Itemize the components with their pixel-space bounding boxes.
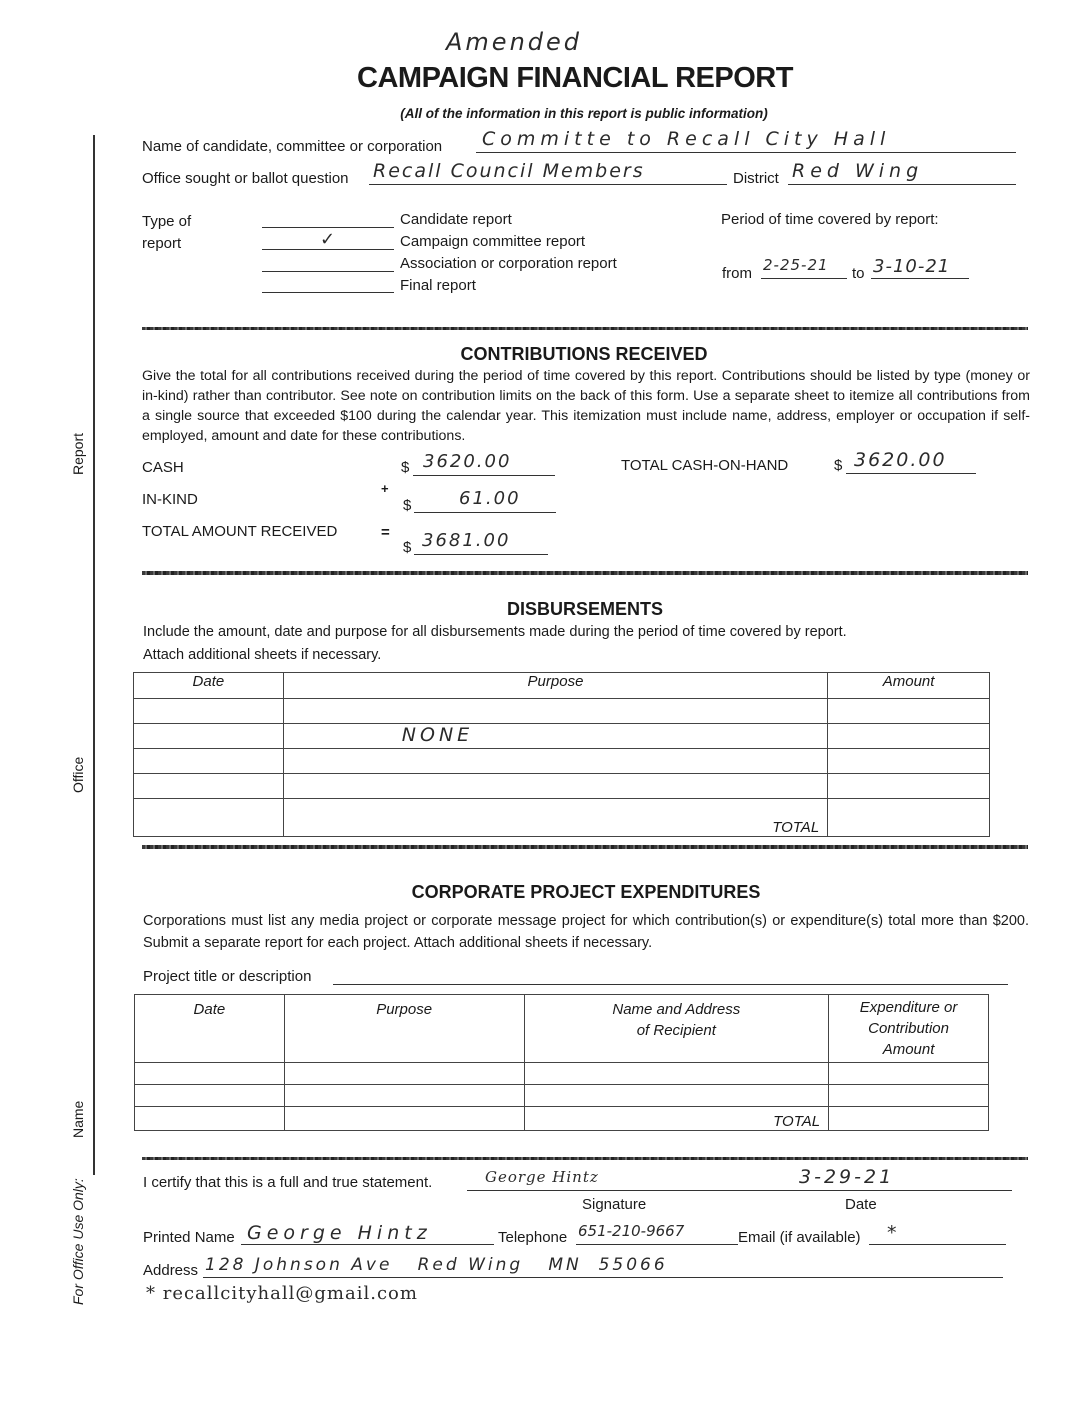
amended-annotation: Amended: [446, 28, 583, 56]
report-type-label-1: Type of: [142, 213, 192, 230]
amount-header-line3: Amount: [882, 1041, 935, 1058]
inkind-field[interactable]: [414, 488, 556, 513]
address-label: Address: [143, 1262, 199, 1279]
contributions-instructions: Give the total for all contributions received during the period of time covered by this report. Contributions should be listed by type (money or in-kind) rather than contributor. See note on contribution limits on the back of this form. Use a separate sheet to itemize all contributions from a single source that exceeded $100 during the calendar year. This itemization must include name, address, employer or occupation if self-employed, amount and date for these contributions.: [142, 368, 1030, 444]
total-empty-cell: [134, 799, 284, 837]
period-from-field[interactable]: [761, 256, 847, 279]
final-report-checkbox[interactable]: [262, 274, 394, 293]
cash-on-hand-label: TOTAL CASH-ON-HAND: [621, 457, 789, 474]
section-divider-2: [142, 571, 1028, 575]
recipient-cell[interactable]: [524, 1085, 829, 1107]
purpose-cell[interactable]: [283, 699, 827, 724]
recipient-header-line1: Name and Address: [612, 1001, 741, 1018]
date-cell[interactable]: [134, 749, 284, 774]
campaign-committee-report-checkbox[interactable]: [262, 231, 394, 250]
certification-date-label: Date: [845, 1196, 877, 1213]
signature-field[interactable]: [467, 1168, 1012, 1191]
disbursements-instructions-1: Include the amount, date and purpose for all disbursements made during the period of time covered by report.: [143, 624, 847, 640]
amount-cell[interactable]: [829, 1063, 989, 1085]
district-field[interactable]: [788, 160, 1016, 185]
equals-sign: =: [381, 524, 390, 541]
office-use-heading: For Office Use Only:: [70, 1178, 86, 1305]
corporate-title: CORPORATE PROJECT EXPENDITURES: [411, 882, 761, 902]
column-header-purpose: Purpose: [283, 673, 827, 699]
amount-cell[interactable]: [828, 699, 990, 724]
asterisk-icon: *: [887, 1222, 899, 1244]
table-row: [135, 1085, 989, 1107]
table-row: [135, 1063, 989, 1085]
signature-label: Signature: [582, 1196, 647, 1213]
cash-on-hand-field[interactable]: [846, 449, 976, 474]
purpose-cell[interactable]: [283, 774, 827, 799]
inkind-value: 61.00: [459, 488, 521, 509]
candidate-name-field[interactable]: [476, 128, 1016, 153]
column-header-recipient: [524, 995, 829, 1063]
column-header-amount: [829, 995, 989, 1063]
office-sought-label: Office sought or ballot question: [142, 170, 349, 187]
period-to-field[interactable]: [871, 256, 969, 279]
section-divider-3: [142, 845, 1028, 849]
district-value: Red Wing: [792, 160, 924, 182]
page-subtitle: (All of the information in this report is public information): [400, 106, 768, 121]
email-footnote: * recallcityhall@gmail.com: [146, 1283, 418, 1304]
purpose-cell[interactable]: [284, 1085, 524, 1107]
inkind-currency: $: [403, 497, 412, 514]
period-from-value: 2-25-21: [763, 256, 829, 274]
table-row: [134, 699, 990, 724]
district-label: District: [733, 170, 779, 187]
printed-name-value: George Hintz: [247, 1222, 432, 1244]
contributions-title: CONTRIBUTIONS RECEIVED: [460, 344, 708, 364]
disbursements-header-row: [134, 673, 990, 699]
column-header-purpose: Purpose: [284, 995, 524, 1063]
address-value: 128 Johnson Ave Red Wing MN 55066: [205, 1255, 668, 1275]
column-header-amount: Amount: [828, 673, 990, 699]
office-use-name-label: Name: [70, 1100, 86, 1138]
purpose-cell[interactable]: [283, 749, 827, 774]
corporate-total-value[interactable]: [829, 1107, 989, 1131]
office-sought-value: Recall Council Members: [373, 160, 645, 182]
column-header-date: Date: [134, 673, 284, 699]
corporate-instructions: Corporations must list any media project or corporate message project for which contribution(s) or expenditure(s) total more than $200. Submit a separate report for each project. Attach additional sheets if necessary.: [143, 913, 1029, 951]
email-field[interactable]: [869, 1222, 1006, 1245]
disbursements-instructions-2: Attach additional sheets if necessary.: [143, 647, 382, 663]
purpose-cell[interactable]: [284, 1063, 524, 1085]
amount-header-line2: Contribution: [868, 1020, 949, 1037]
total-received-field[interactable]: [414, 530, 548, 555]
association-report-checkbox[interactable]: [262, 253, 394, 272]
project-title-label: Project title or description: [143, 968, 312, 985]
table-row: [134, 749, 990, 774]
purpose-cell[interactable]: [283, 724, 827, 749]
date-cell[interactable]: [135, 1063, 285, 1085]
cash-currency: $: [401, 459, 410, 476]
plus-sign: +: [381, 481, 389, 496]
column-header-date: Date: [135, 995, 285, 1063]
period-label: Period of time covered by report:: [721, 211, 939, 228]
candidate-name-label: Name of candidate, committee or corporation: [142, 138, 443, 155]
telephone-field[interactable]: [576, 1222, 738, 1245]
amount-cell[interactable]: [828, 774, 990, 799]
amount-cell[interactable]: [828, 724, 990, 749]
checkmark-icon: ✓: [320, 229, 338, 250]
date-cell[interactable]: [134, 724, 284, 749]
office-use-divider-line: [93, 135, 95, 1175]
disbursements-total-label: TOTAL: [283, 799, 827, 837]
certification-date-value: 3-29-21: [799, 1166, 895, 1188]
section-divider-4: [142, 1157, 1028, 1160]
office-use-report-label: Report: [70, 432, 86, 475]
corporate-table: [134, 994, 989, 1131]
purpose-value: NONE: [401, 724, 474, 746]
total-received-value: 3681.00: [422, 530, 511, 551]
campaign-committee-report-label: Campaign committee report: [400, 233, 586, 250]
office-sought-field[interactable]: [369, 160, 727, 185]
candidate-name-value: Committe to Recall City Hall: [482, 128, 891, 150]
amount-cell[interactable]: [828, 749, 990, 774]
total-empty-cell: [135, 1107, 285, 1131]
address-field[interactable]: [203, 1255, 1003, 1278]
disbursements-title: DISBURSEMENTS: [506, 599, 663, 619]
recipient-cell[interactable]: [524, 1063, 829, 1085]
total-received-currency: $: [403, 539, 412, 556]
amount-header-line1: Expenditure or: [859, 999, 958, 1016]
total-empty-cell: [284, 1107, 524, 1131]
cash-value: 3620.00: [423, 451, 512, 472]
candidate-report-checkbox[interactable]: [262, 209, 394, 228]
telephone-value: 651-210-9667: [578, 1222, 685, 1240]
page-title: CAMPAIGN FINANCIAL REPORT: [357, 62, 793, 94]
table-row: [134, 724, 990, 749]
total-received-label: TOTAL AMOUNT RECEIVED: [142, 523, 338, 540]
period-from-label: from: [722, 265, 752, 282]
date-cell[interactable]: [135, 1085, 285, 1107]
report-type-label-2: report: [142, 235, 182, 252]
printed-name-field[interactable]: [241, 1222, 494, 1245]
table-row: [134, 774, 990, 799]
cash-label: CASH: [142, 459, 184, 476]
date-cell[interactable]: [134, 699, 284, 724]
email-label: Email (if available): [738, 1229, 861, 1246]
project-title-field[interactable]: [333, 966, 1008, 985]
candidate-report-label: Candidate report: [400, 211, 512, 228]
final-report-label: Final report: [400, 277, 476, 294]
disbursements-table: [133, 672, 990, 837]
date-cell[interactable]: [134, 774, 284, 799]
period-to-value: 3-10-21: [873, 256, 951, 277]
cash-on-hand-value: 3620.00: [854, 449, 947, 471]
section-divider-1: [142, 327, 1028, 330]
corporate-total-label: TOTAL: [524, 1107, 829, 1131]
telephone-label: Telephone: [498, 1229, 568, 1246]
period-to-label: to: [852, 265, 865, 282]
disbursements-total-row: [134, 799, 990, 837]
signature-value: George Hintz: [485, 1168, 599, 1186]
inkind-label: IN-KIND: [142, 491, 198, 508]
corporate-header-row: [135, 995, 989, 1063]
cash-field[interactable]: [413, 451, 555, 476]
association-report-label: Association or corporation report: [400, 255, 617, 272]
certification-statement: I certify that this is a full and true statement.: [143, 1174, 433, 1191]
disbursements-total-value[interactable]: [828, 799, 990, 837]
office-use-office-label: Office: [70, 756, 86, 793]
corporate-total-row: [135, 1107, 989, 1131]
cash-on-hand-currency: $: [834, 457, 843, 474]
printed-name-label: Printed Name: [143, 1229, 235, 1246]
amount-cell[interactable]: [829, 1085, 989, 1107]
recipient-header-line2: of Recipient: [636, 1022, 716, 1039]
